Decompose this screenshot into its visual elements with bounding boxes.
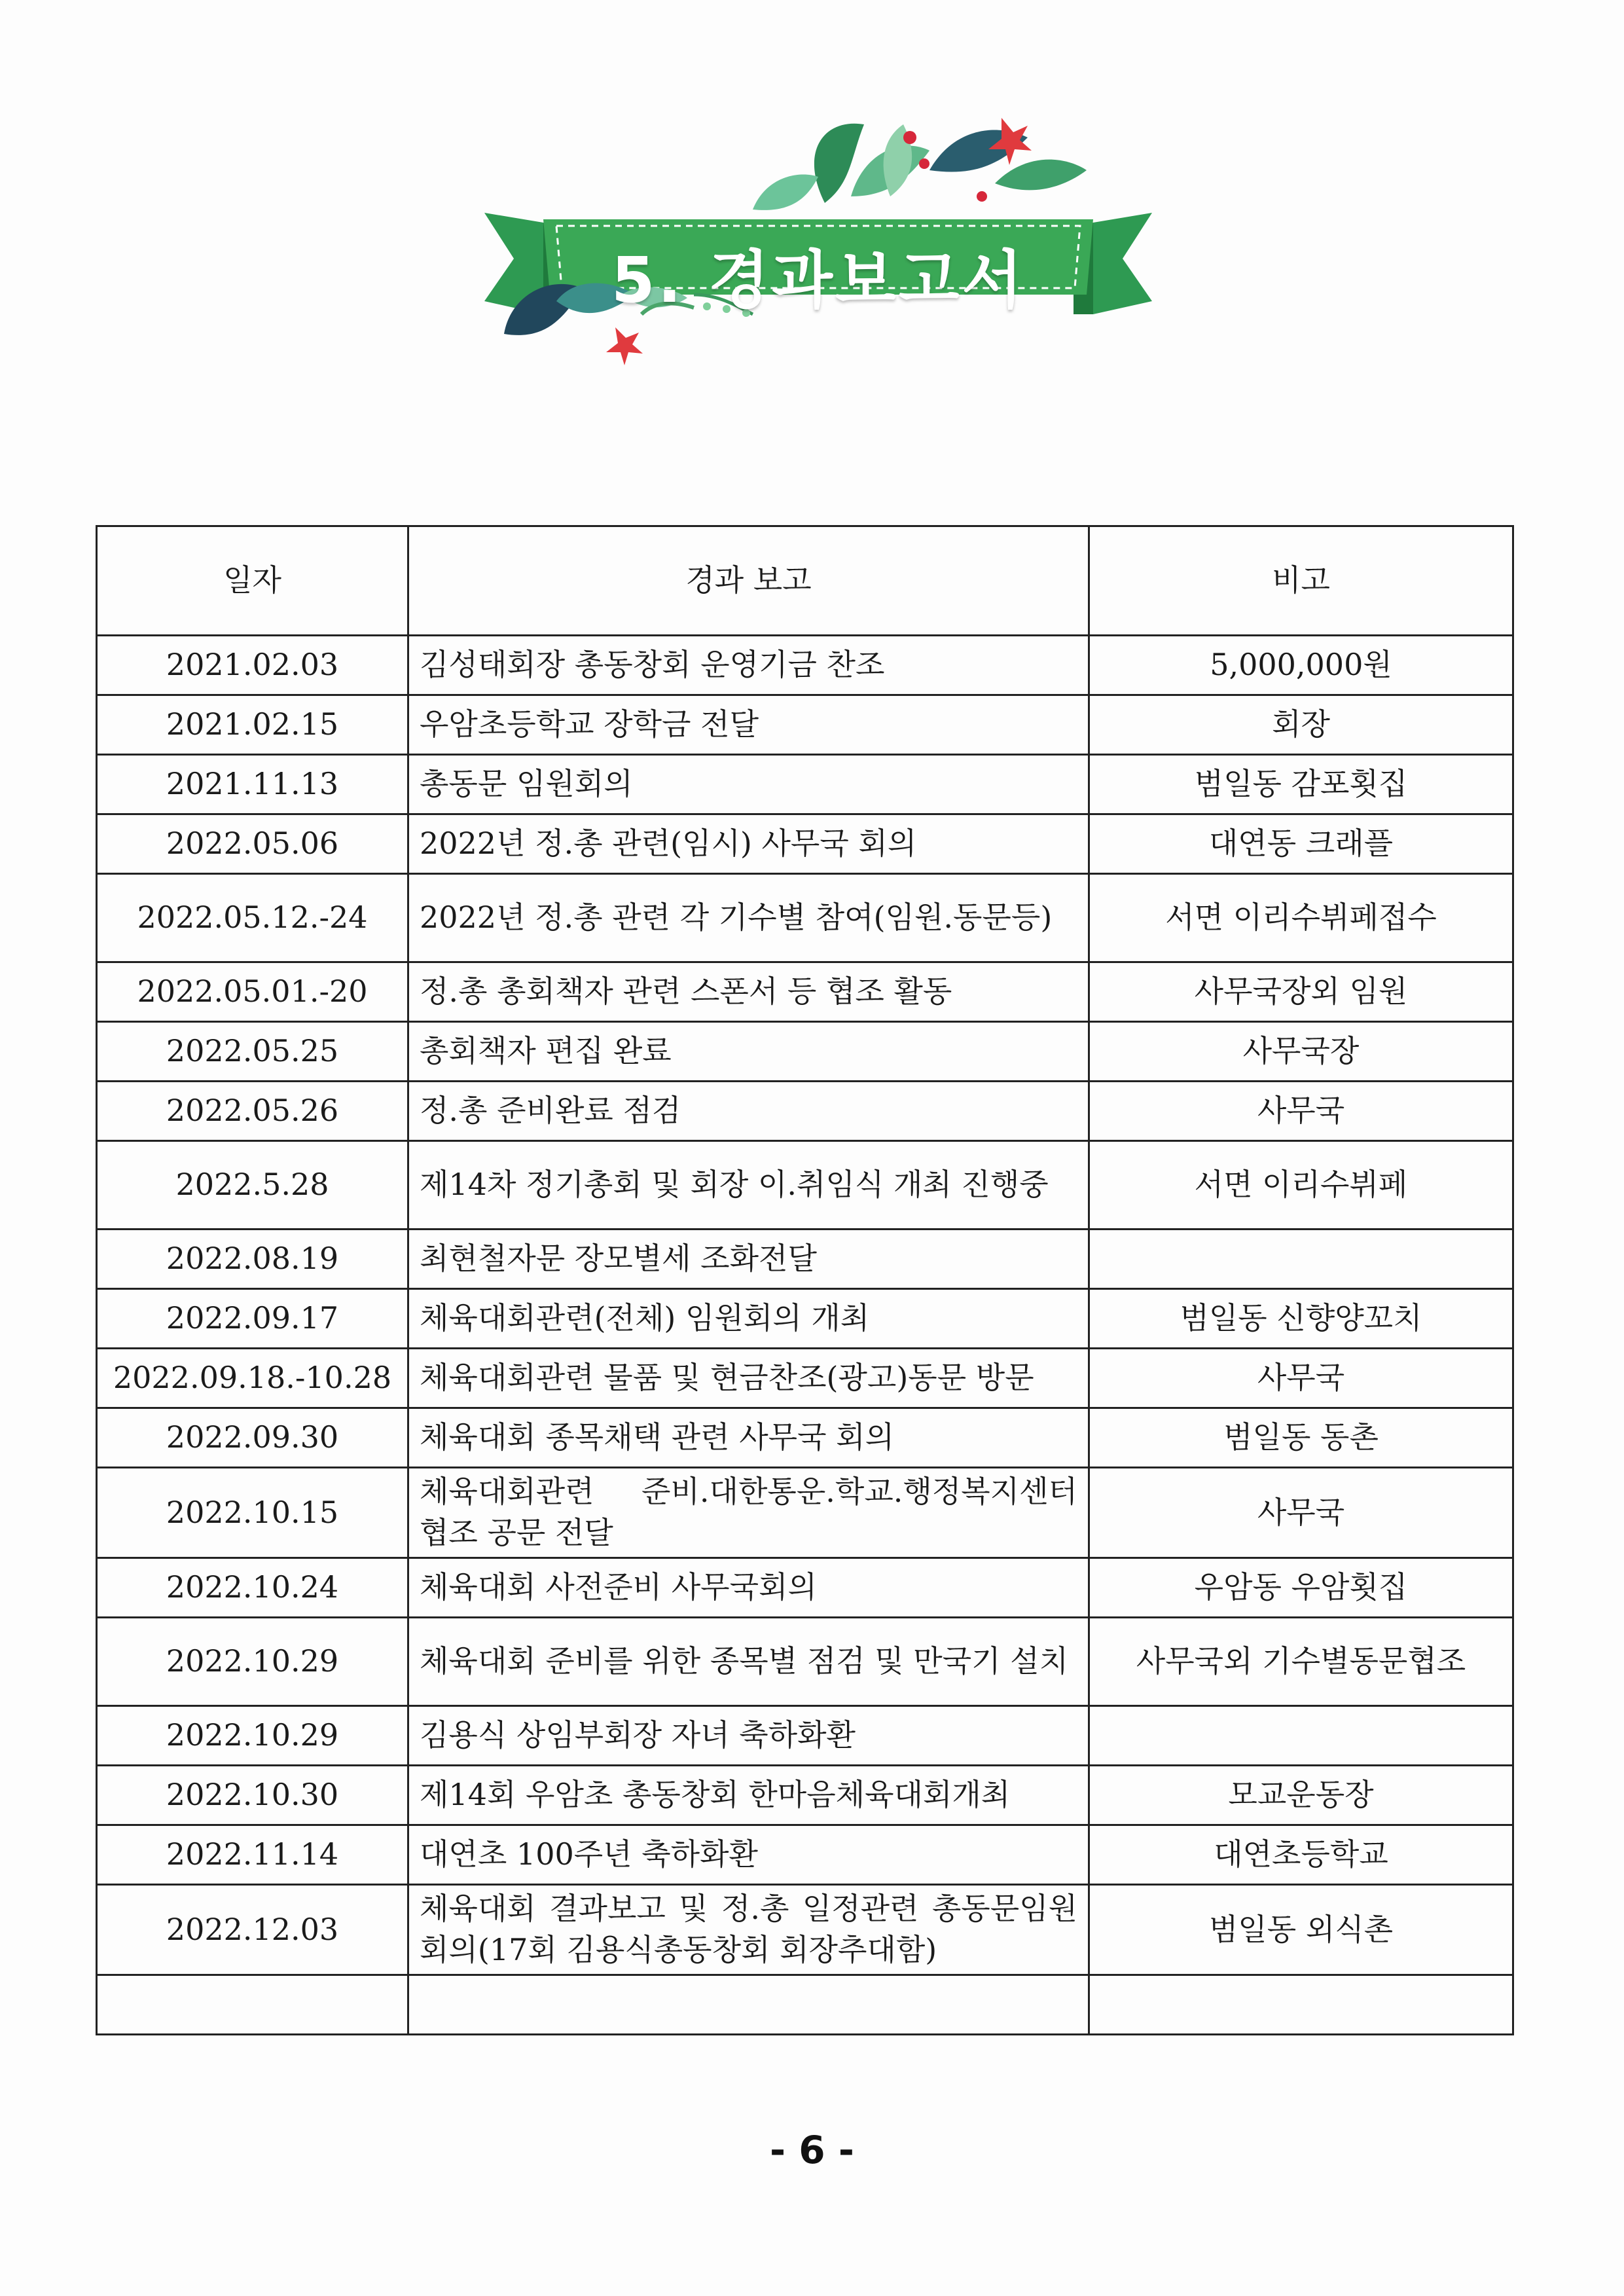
report-cell: 2022년 정.총 관련 각 기수별 참여(임원.동문등) (408, 874, 1089, 962)
note-cell (1089, 1975, 1513, 2034)
report-cell: 체육대회 준비를 위한 종목별 점검 및 만국기 설치 (408, 1617, 1089, 1705)
report-cell: 체육대회관련 준비.대한통운.학교.행정복지센터 협조 공문 전달 (408, 1468, 1089, 1558)
report-cell: 체육대회 결과보고 및 정.총 일정관련 총동문임원회의(17회 김용식총동창회 회장추대함) (408, 1884, 1089, 1975)
report-cell: 제14회 우암초 총동창회 한마음체육대회개최 (408, 1765, 1089, 1825)
note-cell: 사무국외 기수별동문협조 (1089, 1617, 1513, 1705)
table-row (97, 695, 1513, 755)
table-row (97, 1349, 1513, 1408)
report-cell: 총회책자 편집 완료 (408, 1022, 1089, 1082)
date-cell: 2022.10.29 (97, 1705, 408, 1765)
note-cell: 범일동 신향양꼬치 (1089, 1289, 1513, 1349)
date-cell: 2022.10.29 (97, 1617, 408, 1705)
date-cell: 2021.02.03 (97, 636, 408, 695)
date-cell: 2022.5.28 (97, 1141, 408, 1230)
table-row (97, 1082, 1513, 1141)
report-cell: 총동문 임원회의 (408, 755, 1089, 814)
note-cell: 회장 (1089, 695, 1513, 755)
report-cell: 정.총 준비완료 점검 (408, 1082, 1089, 1141)
report-cell: 대연초 100주년 축하화환 (408, 1825, 1089, 1884)
table-row (97, 1408, 1513, 1468)
date-cell: 2022.08.19 (97, 1230, 408, 1289)
note-cell: 범일동 감포횟집 (1089, 755, 1513, 814)
note-cell: 대연초등학교 (1089, 1825, 1513, 1884)
date-cell: 2022.05.26 (97, 1082, 408, 1141)
note-cell: 모교운동장 (1089, 1765, 1513, 1825)
report-cell: 김용식 상임부회장 자녀 축하화환 (408, 1705, 1089, 1765)
note-cell: 범일동 외식촌 (1089, 1884, 1513, 1975)
date-cell: 2022.05.12.-24 (97, 874, 408, 962)
column-header-date: 일자 (97, 526, 408, 636)
note-cell: 사무국장외 임원 (1089, 962, 1513, 1022)
column-header-note: 비고 (1089, 526, 1513, 636)
report-cell: 최현철자문 장모별세 조화전달 (408, 1230, 1089, 1289)
report-cell: 체육대회관련(전체) 임원회의 개최 (408, 1289, 1089, 1349)
date-cell (97, 1975, 408, 2034)
table-row (97, 1022, 1513, 1082)
date-cell: 2022.10.24 (97, 1558, 408, 1617)
note-cell (1089, 1705, 1513, 1765)
table-row (97, 1558, 1513, 1617)
table-row (97, 1884, 1513, 1975)
report-cell: 정.총 총회책자 관련 스폰서 등 협조 활동 (408, 962, 1089, 1022)
table-row (97, 962, 1513, 1022)
note-cell: 사무국 (1089, 1468, 1513, 1558)
table-row (97, 1705, 1513, 1765)
note-cell: 5,000,000원 (1089, 636, 1513, 695)
note-cell: 대연동 크래플 (1089, 814, 1513, 874)
table-row (97, 1230, 1513, 1289)
note-cell: 사무국 (1089, 1349, 1513, 1408)
report-cell: 체육대회관련 물품 및 현금찬조(광고)동문 방문 (408, 1349, 1089, 1408)
note-cell: 서면 이리수뷔페접수 (1089, 874, 1513, 962)
table-row (97, 755, 1513, 814)
table-row (97, 1141, 1513, 1230)
table-row (97, 1825, 1513, 1884)
table-row (97, 814, 1513, 874)
column-header-report: 경과 보고 (408, 526, 1089, 636)
date-cell: 2022.05.06 (97, 814, 408, 874)
note-cell (1089, 1230, 1513, 1289)
note-cell: 사무국 (1089, 1082, 1513, 1141)
table-row-empty (97, 1975, 1513, 2034)
date-cell: 2022.09.17 (97, 1289, 408, 1349)
report-cell: 체육대회 사전준비 사무국회의 (408, 1558, 1089, 1617)
note-cell: 우암동 우암횟집 (1089, 1558, 1513, 1617)
date-cell: 2022.10.15 (97, 1468, 408, 1558)
table-header-row (97, 526, 1513, 636)
date-cell: 2022.05.25 (97, 1022, 408, 1082)
report-table (96, 525, 1514, 2035)
report-cell: 2022년 정.총 관련(임시) 사무국 회의 (408, 814, 1089, 874)
page-title: 5. 경과보고서 (611, 243, 1026, 317)
report-cell: 김성태회장 총동창회 운영기금 찬조 (408, 636, 1089, 695)
report-cell: 우암초등학교 장학금 전달 (408, 695, 1089, 755)
date-cell: 2022.10.30 (97, 1765, 408, 1825)
date-cell: 2021.02.15 (97, 695, 408, 755)
report-cell: 제14차 정기총회 및 회장 이.취임식 개최 진행중 (408, 1141, 1089, 1230)
table-row (97, 1289, 1513, 1349)
date-cell: 2022.09.30 (97, 1408, 408, 1468)
table-row (97, 1765, 1513, 1825)
date-cell: 2022.05.01.-20 (97, 962, 408, 1022)
note-cell: 서면 이리수뷔페 (1089, 1141, 1513, 1230)
date-cell: 2022.09.18.-10.28 (97, 1349, 408, 1408)
report-cell (408, 1975, 1089, 2034)
report-cell: 체육대회 종목채택 관련 사무국 회의 (408, 1408, 1089, 1468)
note-cell: 사무국장 (1089, 1022, 1513, 1082)
table-row (97, 1617, 1513, 1705)
table-row (97, 1468, 1513, 1558)
note-cell: 범일동 동촌 (1089, 1408, 1513, 1468)
date-cell: 2022.12.03 (97, 1884, 408, 1975)
date-cell: 2022.11.14 (97, 1825, 408, 1884)
page-number: - 6 - (770, 2128, 854, 2172)
table-row (97, 636, 1513, 695)
table-row (97, 874, 1513, 962)
date-cell: 2021.11.13 (97, 755, 408, 814)
